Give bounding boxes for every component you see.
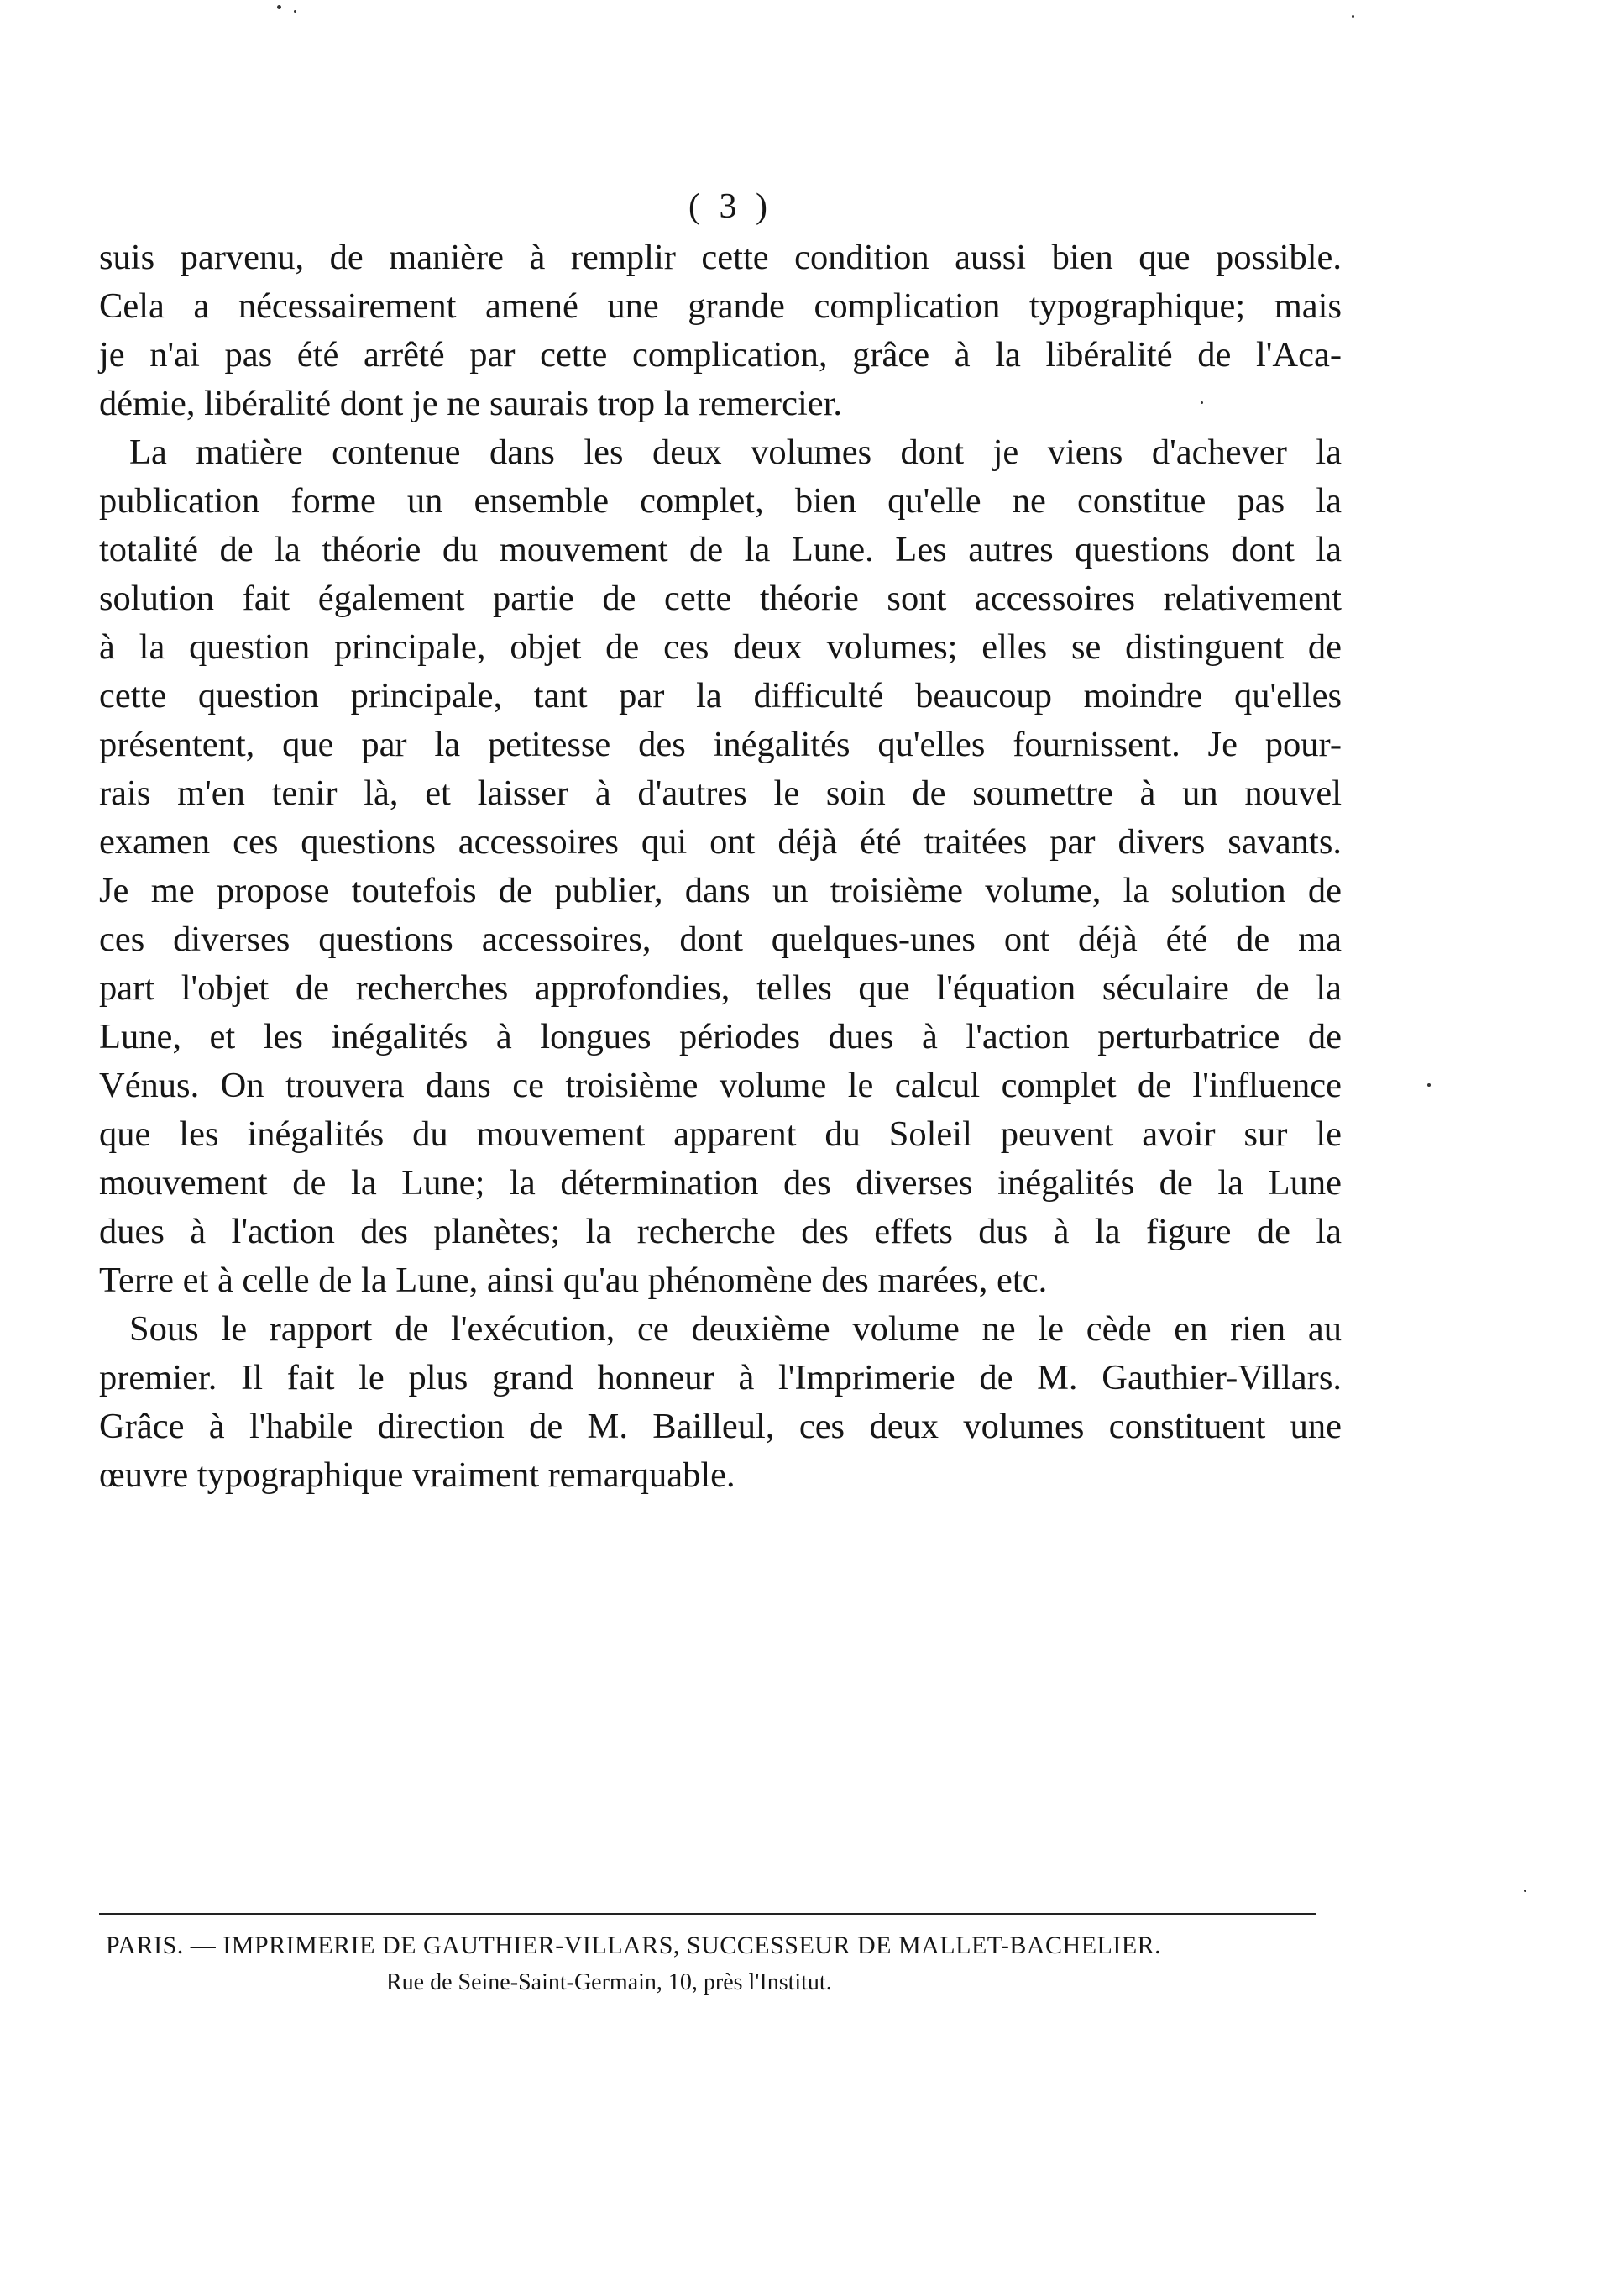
text-line: démie, libéralité dont je ne saurais trop la remercier. bbox=[99, 384, 843, 423]
scan-speck bbox=[294, 10, 296, 13]
text-line: totalité de la théorie du mouvement de la Lune. Les autres questions dont la bbox=[99, 530, 1342, 569]
text-line: publication forme un ensemble complet, bien qu'elle ne constitue pas la bbox=[99, 481, 1342, 521]
text-line: mouvement de la Lune; la détermination des diverses inégalités de la Lune bbox=[99, 1163, 1342, 1203]
text-line: ces diverses questions accessoires, dont quelques-unes ont déjà été de ma bbox=[99, 920, 1342, 959]
text-line: cette question principale, tant par la difficulté beaucoup moindre qu'elles bbox=[99, 676, 1342, 716]
text-line: Cela a nécessairement amené une grande complication typographique; mais bbox=[99, 286, 1342, 326]
footer-address: Rue de Seine-Saint-Germain, 10, près l'Institut. bbox=[386, 1969, 832, 1995]
footer-imprint: PARIS. — IMPRIMERIE DE GAUTHIER-VILLARS, SUCCESSEUR DE MALLET-BACHELIER. bbox=[106, 1932, 1162, 1959]
page-number: ( 3 ) bbox=[688, 187, 772, 226]
text-line: Terre et à celle de la Lune, ainsi qu'au phénomène des marées, etc. bbox=[99, 1261, 1048, 1300]
text-line: suis parvenu, de manière à remplir cette condition aussi bien que possible. bbox=[99, 238, 1342, 277]
text-line: œuvre typographique vraiment remarquable. bbox=[99, 1455, 735, 1495]
text-line: rais m'en tenir là, et laisser à d'autres le soin de soumettre à un nouvel bbox=[99, 773, 1342, 813]
body-text bbox=[99, 233, 1342, 1500]
text-line: Lune, et les inégalités à longues périodes dues à l'action perturbatrice de bbox=[99, 1017, 1342, 1056]
text-line: présentent, que par la petitesse des inégalités qu'elles fournissent. Je pour- bbox=[99, 725, 1342, 764]
text-line: Je me propose toutefois de publier, dans un troisième volume, la solution de bbox=[99, 871, 1342, 910]
scan-speck bbox=[277, 5, 281, 9]
text-line: je n'ai pas été arrêté par cette complication, grâce à la libéralité de l'Aca- bbox=[99, 335, 1342, 375]
scan-speck bbox=[1427, 1083, 1431, 1087]
text-line: premier. Il fait le plus grand honneur à l'Imprimerie de M. Gauthier-Villars. bbox=[99, 1358, 1342, 1397]
text-line: examen ces questions accessoires qui ont déjà été traitées par divers savants. bbox=[99, 822, 1342, 862]
scan-speck bbox=[1352, 15, 1354, 18]
text-line: La matière contenue dans les deux volumes dont je viens d'achever la bbox=[129, 432, 1342, 472]
footer-rule bbox=[99, 1913, 1316, 1915]
text-line: Vénus. On trouvera dans ce troisième volume le calcul complet de l'influence bbox=[99, 1066, 1342, 1105]
text-line: à la question principale, objet de ces deux volumes; elles se distinguent de bbox=[99, 627, 1342, 667]
scan-speck bbox=[1201, 401, 1203, 404]
scan-speck bbox=[1524, 1890, 1526, 1892]
text-line: Sous le rapport de l'exécution, ce deuxième volume ne le cède en rien au bbox=[129, 1309, 1342, 1349]
text-line: part l'objet de recherches approfondies, telles que l'équation séculaire de la bbox=[99, 968, 1342, 1008]
text-line: solution fait également partie de cette théorie sont accessoires relativement bbox=[99, 579, 1342, 618]
text-line: que les inégalités du mouvement apparent du Soleil peuvent avoir sur le bbox=[99, 1114, 1342, 1154]
text-line: dues à l'action des planètes; la recherche des effets dus à la figure de la bbox=[99, 1212, 1342, 1251]
text-line: Grâce à l'habile direction de M. Bailleul, ces deux volumes constituent une bbox=[99, 1407, 1342, 1446]
